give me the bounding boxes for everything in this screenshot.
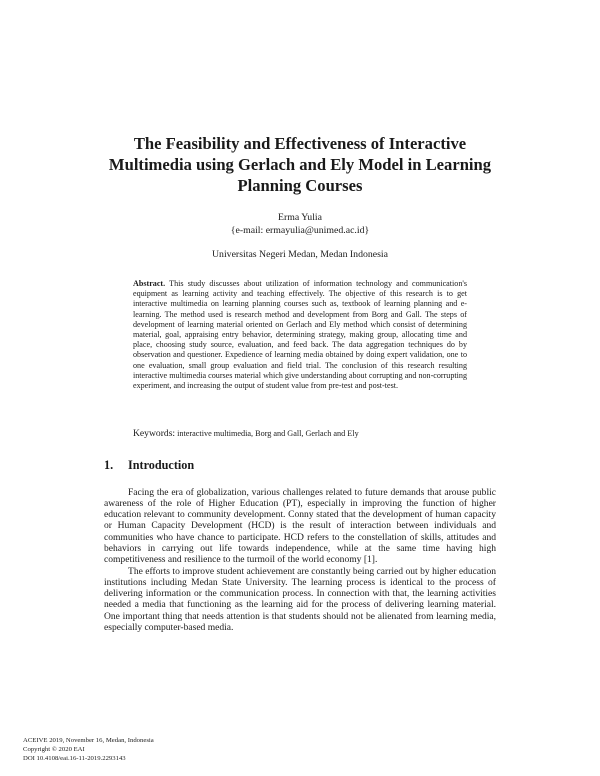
author-name: Erma Yulia [278,212,322,223]
paper-title [100,133,500,196]
footer-conference: ACEIVE 2019, November 16, Medan, Indonesia [23,737,154,744]
keywords [133,428,467,439]
author-affiliation: Universitas Negeri Medan, Medan Indonesia [211,249,389,260]
title-line: Multimedia using Gerlach and Ely Model in Learning [108,155,492,174]
section-heading [104,458,194,473]
title-line: Planning Courses [237,176,363,195]
author-email: {e-mail: ermayulia@unimed.ac.id} [230,225,370,236]
abstract-label: Abstract. [133,279,166,288]
section-number: 1. [104,458,114,472]
abstract-text: This study discusses about utilization of information technology and communication's equipment as learning activity and teaching effectively. The objective of this research is to get interactive multimedia on learning planning courses such as, textbook of learning planning and e-learning. The method used is research method and development from Borg and Gall. The steps of development of learning material oriented on Gerlach and Ely method which consist of determining material, goal, appraising entry behavior, determining strategy, making group, allocating time and place, choosing study source, evaluation, and feed back. The data aggregation techniques do by observation and questioner. Expedience of learning media obtained by doing expert validation, one to one evaluation, small group evaluation and field trial. The conclusion of this research resulting interactive multimedia courses material which give understanding about corrupting and non-corrupting experiment, and increasing the output of student value from pre-test and post-test. [133,279,467,391]
footer-copyright: Copyright © 2020 EAI [23,746,85,753]
footer [23,736,154,763]
keywords-text: interactive multimedia, Borg and Gall, Gerlach and Ely [177,429,359,438]
footer-doi: DOI 10.4108/eai.16-11-2019.2293143 [23,755,126,762]
body-paragraph: The efforts to improve student achievement are constantly being carried out by higher education institutions including Medan State University. The learning process is identical to the process of delivering information or the communication process. In connection with that, the learning activities needed a media that functioning as the learning aid for the process of delivering learning material. One important thing that needs attention is that students should not be alienated from learning media, especially computer-based media. [104,566,496,633]
body-paragraph: Facing the era of globalization, various challenges related to future demands that arouse public awareness of the role of Higher Education (PT), especially in improving the function of higher education relevant to community development. Conny stated that the development of human capacity or Human Capacity Development (HCD) is the result of interaction between individuals and communities who have chance to participate. HCD refers to the constellation of skills, attitudes and behaviors in carrying out life towards independence, while at the same time having high competitiveness and resilience to the turmoil of the world economy [1]. [104,487,496,565]
abstract [133,279,467,391]
section-title: Introduction [128,458,195,472]
keywords-label: Keywords: [133,428,176,439]
title-line: The Feasibility and Effectiveness of Interactive [133,134,467,153]
